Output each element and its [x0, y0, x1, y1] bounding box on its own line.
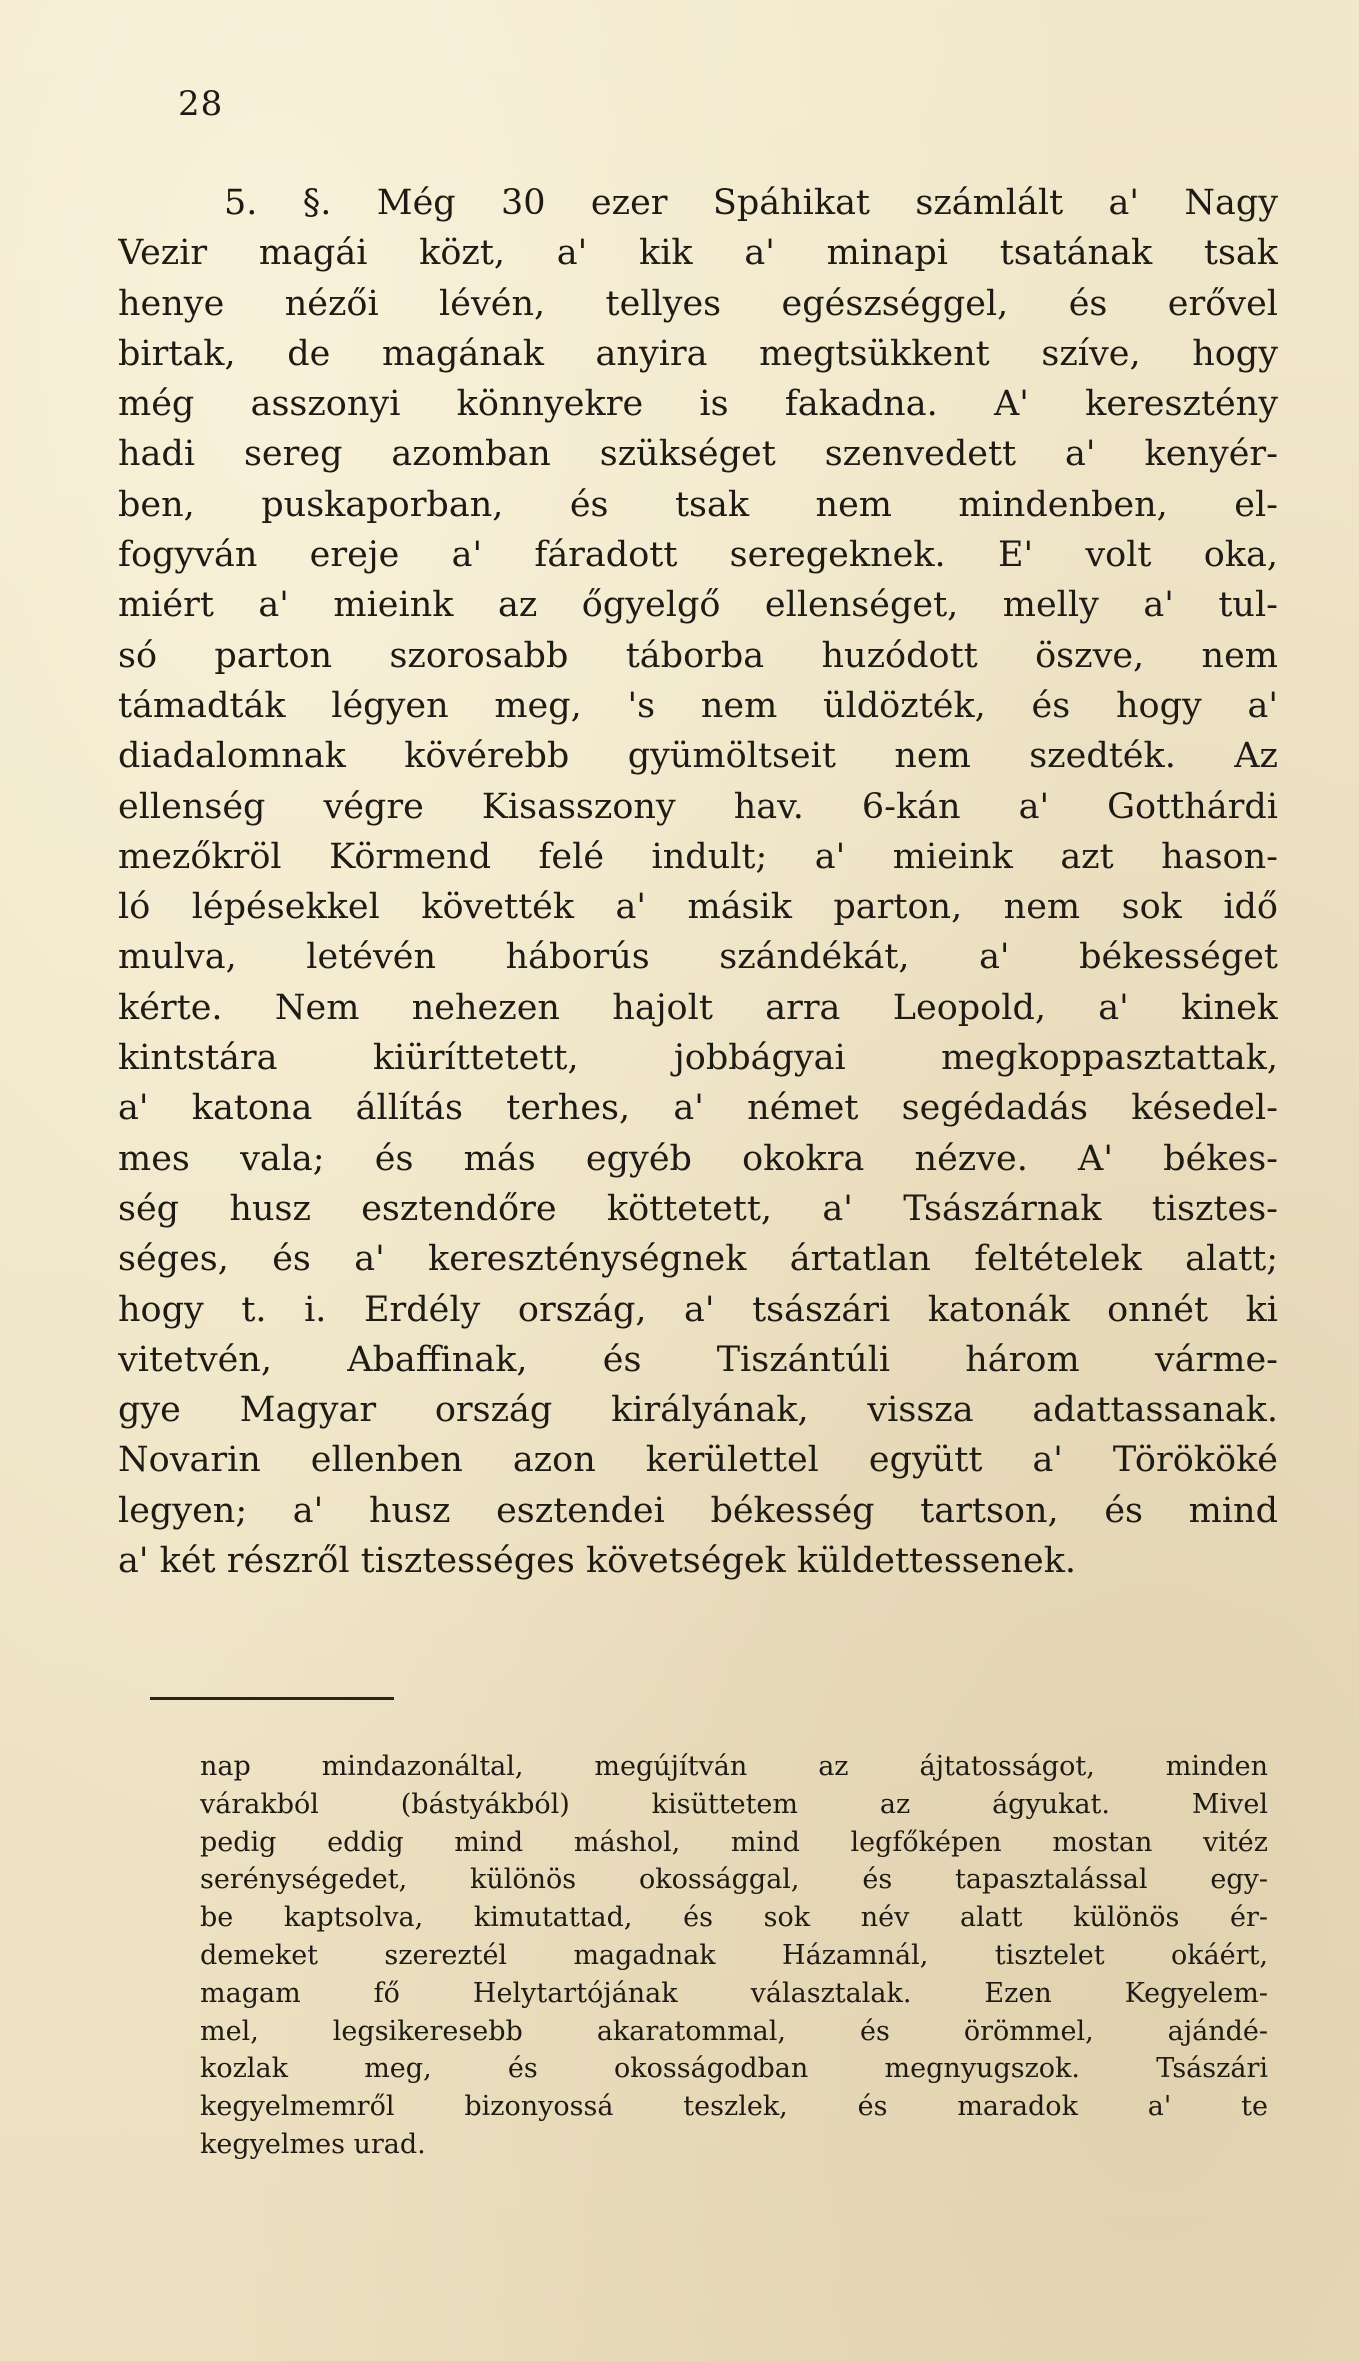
footnote-line: várakból (bástyákból) kisüttetem az ágyukat. Mivel [200, 1788, 1268, 1820]
main-text-line: miért a' mieink az őgyelgő ellenséget, melly a' tul- [118, 585, 1278, 626]
main-text-line: 5. §. Még 30 ezer Spáhikat számlált a' Nagy [224, 183, 1278, 223]
footnote-text-block [200, 1748, 1268, 2164]
main-text-line: gye Magyar ország királyának, vissza adattassanak. [118, 1390, 1278, 1431]
footnote-line: kozlak meg, és okosságodban megnyugszok. Tsászári [200, 2053, 1268, 2085]
main-text-line: a' két részről tisztességes követségek küldettessenek. [118, 1541, 1077, 1582]
main-text-line: a' katona állítás terhes, a' német segédadás késedel- [118, 1088, 1278, 1129]
footnote-line: nap mindazonáltal, megújítván az ájtatosságot, minden [200, 1751, 1268, 1782]
main-text-line: ló lépésekkel követték a' másik parton, nem sok idő [118, 887, 1278, 928]
main-text-line: mulva, letévén háborús szándékát, a' békességet [118, 937, 1278, 978]
main-text-line: kintstára kiüríttetett, jobbágyai megkoppasztattak, [118, 1038, 1278, 1079]
main-text-block [118, 178, 1278, 1586]
main-text-line: ellenség végre Kisasszony hav. 6-kán a' Gotthárdi [118, 786, 1278, 827]
footnote-line: kegyelmes urad. [200, 2128, 426, 2160]
main-text-line: hadi sereg azomban szükséget szenvedett a' kenyér- [118, 434, 1278, 475]
footnote-line: mel, legsikeresebb akaratommal, és örömmel, ajándé- [200, 2015, 1268, 2047]
main-text-line: hogy t. i. Erdély ország, a' tsászári katonák onnét ki [118, 1289, 1278, 1330]
footnote-line: kegyelmemről bizonyossá teszlek, és maradok a' te [200, 2091, 1268, 2123]
main-text-line: diadalomnak kövérebb gyümöltseit nem szedték. Az [118, 736, 1278, 777]
main-text-line: mes vala; és más egyéb okokra nézve. A' békes- [118, 1138, 1278, 1179]
main-text-line: még asszonyi könnyekre is fakadna. A' keresztény [118, 384, 1278, 425]
main-text-line: kérte. Nem nehezen hajolt arra Leopold, a' kinek [118, 987, 1278, 1028]
main-text-line: henye nézői lévén, tellyes egészséggel, és erővel [118, 283, 1278, 324]
main-text-line: vitetvén, Abaffinak, és Tiszántúli három várme- [118, 1339, 1278, 1380]
footnote-line: be kaptsolva, kimutattad, és sok név alatt különös ér- [200, 1902, 1268, 1934]
main-text-line: ség husz esztendőre köttetett, a' Tsászárnak tisztes- [118, 1188, 1278, 1229]
main-text-line: séges, és a' kereszténységnek ártatlan feltételek alatt; [118, 1239, 1278, 1280]
page-number: 28 [178, 84, 224, 124]
footnote-line: pedig eddig mind máshol, mind legfőképen mostan vitéz [200, 1826, 1268, 1858]
main-text-line: Vezir magái közt, a' kik a' minapi tsatának tsak [118, 233, 1278, 274]
main-text-line: fogyván ereje a' fáradott seregeknek. E' volt oka, [118, 535, 1278, 576]
main-text-line: ben, puskaporban, és tsak nem mindenben, el- [118, 484, 1278, 525]
main-text-line: támadták légyen meg, 's nem üldözték, és hogy a' [118, 685, 1278, 726]
main-text-line: legyen; a' husz esztendei békesség tartson, és mind [118, 1490, 1278, 1531]
footnote-separator-rule [150, 1697, 394, 1700]
main-text-line: Novarin ellenben azon kerülettel együtt a' Törököké [118, 1440, 1278, 1481]
main-text-line: mezőkröl Körmend felé indult; a' mieink azt hason- [118, 836, 1278, 877]
footnote-line: demeket szereztél magadnak Házamnál, tisztelet okáért, [200, 1939, 1268, 1971]
main-text-line: birtak, de magának anyira megtsükkent szíve, hogy [118, 333, 1278, 374]
footnote-line: magam fő Helytartójának választalak. Ezen Kegyelem- [200, 1977, 1268, 2009]
footnote-line: serénységedet, különös okossággal, és tapasztalással egy- [200, 1864, 1268, 1896]
main-text-line: só parton szorosabb táborba huzódott öszve, nem [118, 635, 1278, 676]
